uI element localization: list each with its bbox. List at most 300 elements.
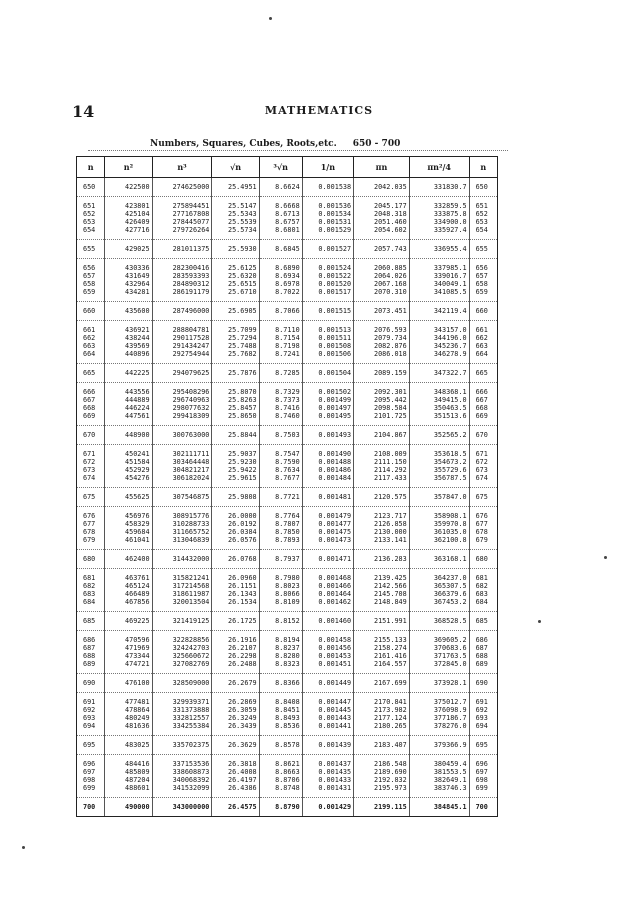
table-cell: 447561: [105, 412, 152, 426]
col-header: πn: [354, 157, 410, 178]
table-cell: 2195.973: [354, 784, 410, 798]
table-cell: 665: [77, 364, 105, 383]
table-cell: 689: [77, 660, 105, 674]
table-cell: 686: [77, 631, 105, 645]
table-row: [77, 412, 498, 426]
table-cell: 699: [77, 784, 105, 798]
table-cell: 8.8323: [259, 660, 302, 674]
table-row: [77, 445, 498, 459]
table-cell: 384845.1: [409, 798, 469, 817]
table-cell: 0.001522: [302, 272, 353, 280]
table-cell: 365307.5: [409, 582, 469, 590]
table-cell: 0.001458: [302, 631, 353, 645]
table-cell: 683: [77, 590, 105, 598]
table-cell: 338608873: [152, 768, 212, 776]
table-cell: 664: [77, 350, 105, 364]
table-cell: 8.7677: [259, 474, 302, 488]
caption-rule: [88, 150, 508, 151]
table-cell: 292754944: [152, 350, 212, 364]
table-cell: 667: [469, 396, 497, 404]
table-cell: 429025: [105, 240, 152, 259]
table-cell: 656: [469, 259, 497, 273]
table-cell: 679: [469, 536, 497, 550]
table-cell: 425104: [105, 210, 152, 218]
table-cell: 25.5147: [212, 197, 259, 211]
table-cell: 666: [469, 383, 497, 397]
table-cell: 382649.1: [409, 776, 469, 784]
table-cell: 0.001435: [302, 768, 353, 776]
table-cell: 688: [469, 652, 497, 660]
table-cell: 328509000: [152, 674, 212, 693]
table-cell: 8.8023: [259, 582, 302, 590]
table-cell: 8.7721: [259, 488, 302, 507]
scan-speck: [269, 17, 272, 20]
table-cell: 0.001456: [302, 644, 353, 652]
table-row: [77, 383, 498, 397]
table-cell: 659: [469, 288, 497, 302]
table-cell: 343000000: [152, 798, 212, 817]
table-cell: 8.8280: [259, 652, 302, 660]
table-cell: 444889: [105, 396, 152, 404]
header-row: [77, 157, 498, 178]
table-cell: 2067.168: [354, 280, 410, 288]
table-row: [77, 550, 498, 569]
table-cell: 321419125: [152, 612, 212, 631]
table-cell: 26.1725: [212, 612, 259, 631]
table-cell: 26.0192: [212, 520, 259, 528]
table-cell: 25.8263: [212, 396, 259, 404]
table-cell: 2123.717: [354, 507, 410, 521]
table-cell: 8.7241: [259, 350, 302, 364]
table-cell: 674: [77, 474, 105, 488]
table-cell: 0.001468: [302, 569, 353, 583]
table-cell: 478864: [105, 706, 152, 714]
table-row: [77, 644, 498, 652]
table-cell: 339016.7: [409, 272, 469, 280]
table-row: [77, 396, 498, 404]
table-cell: 347322.7: [409, 364, 469, 383]
table-cell: 25.8844: [212, 426, 259, 445]
table-cell: 0.001462: [302, 598, 353, 612]
table-row: [77, 528, 498, 536]
table-cell: 334255384: [152, 722, 212, 736]
table-cell: 2142.566: [354, 582, 410, 590]
table-cell: 461041: [105, 536, 152, 550]
table-cell: 467856: [105, 598, 152, 612]
table-cell: 2183.407: [354, 736, 410, 755]
table-cell: 454276: [105, 474, 152, 488]
table-cell: 652: [77, 210, 105, 218]
table-cell: 2189.690: [354, 768, 410, 776]
table-cell: 2114.292: [354, 466, 410, 474]
table-cell: 343157.0: [409, 321, 469, 335]
table-cell: 2126.858: [354, 520, 410, 528]
table-row: [77, 768, 498, 776]
table-cell: 2086.018: [354, 350, 410, 364]
table-cell: 672: [77, 458, 105, 466]
table-row: [77, 350, 498, 364]
table-cell: 439569: [105, 342, 152, 350]
table-cell: 698: [77, 776, 105, 784]
table-cell: 2048.318: [354, 210, 410, 218]
table-row: [77, 321, 498, 335]
table-cell: 0.001431: [302, 784, 353, 798]
table-row: [77, 488, 498, 507]
table-cell: 336955.4: [409, 240, 469, 259]
table-cell: 692: [77, 706, 105, 714]
table-cell: 25.7876: [212, 364, 259, 383]
table-cell: 331373888: [152, 706, 212, 714]
table-cell: 25.6320: [212, 272, 259, 280]
table-cell: 332812557: [152, 714, 212, 722]
table-cell: 0.001524: [302, 259, 353, 273]
table-cell: 654: [469, 226, 497, 240]
table-cell: 0.001477: [302, 520, 353, 528]
table-cell: 324242703: [152, 644, 212, 652]
table-cell: 8.7764: [259, 507, 302, 521]
table-cell: 2136.283: [354, 550, 410, 569]
table-cell: 664: [469, 350, 497, 364]
table-cell: 480249: [105, 714, 152, 722]
table-row: [77, 652, 498, 660]
table-cell: 294079625: [152, 364, 212, 383]
table-cell: 300763000: [152, 426, 212, 445]
table-cell: 663: [469, 342, 497, 350]
table-cell: 670: [77, 426, 105, 445]
table-cell: 363168.1: [409, 550, 469, 569]
table-cell: 485809: [105, 768, 152, 776]
table-cell: 8.7154: [259, 334, 302, 342]
table-cell: 8.8366: [259, 674, 302, 693]
table-cell: 653: [77, 218, 105, 226]
table-cell: 690: [77, 674, 105, 693]
col-header: n³: [152, 157, 212, 178]
table-cell: 683: [469, 590, 497, 598]
table-cell: 700: [77, 798, 105, 817]
table-cell: 695: [469, 736, 497, 755]
table-cell: 0.001475: [302, 528, 353, 536]
table-cell: 25.7294: [212, 334, 259, 342]
table-cell: 462400: [105, 550, 152, 569]
table-cell: 378276.0: [409, 722, 469, 736]
table-cell: 665: [469, 364, 497, 383]
table-cell: 430336: [105, 259, 152, 273]
table-cell: 8.8408: [259, 693, 302, 707]
table-cell: 281011375: [152, 240, 212, 259]
table-row: [77, 722, 498, 736]
col-header: πn²/4: [409, 157, 469, 178]
table-cell: 25.7682: [212, 350, 259, 364]
table-cell: 291434247: [152, 342, 212, 350]
table-cell: 2042.035: [354, 178, 410, 197]
scan-speck: [538, 620, 541, 623]
table-cell: 288804781: [152, 321, 212, 335]
table-cell: 8.7022: [259, 288, 302, 302]
table-cell: 679: [77, 536, 105, 550]
table-cell: 25.8650: [212, 412, 259, 426]
table-cell: 675: [77, 488, 105, 507]
table-cell: 452929: [105, 466, 152, 474]
table-cell: 332859.5: [409, 197, 469, 211]
table-cell: 25.5539: [212, 218, 259, 226]
table-cell: 473344: [105, 652, 152, 660]
table-cell: 2051.460: [354, 218, 410, 226]
table-cell: 655: [77, 240, 105, 259]
table-cell: 0.001517: [302, 288, 353, 302]
table-cell: 2108.009: [354, 445, 410, 459]
table-cell: 357847.0: [409, 488, 469, 507]
table-row: [77, 342, 498, 350]
table-cell: 2057.743: [354, 240, 410, 259]
table-row: [77, 218, 498, 226]
table-cell: 8.8451: [259, 706, 302, 714]
table-row: [77, 458, 498, 466]
table-cell: 275894451: [152, 197, 212, 211]
table-cell: 284890312: [152, 280, 212, 288]
table-cell: 295408296: [152, 383, 212, 397]
table-cell: 2199.115: [354, 798, 410, 817]
table-cell: 25.8070: [212, 383, 259, 397]
table-cell: 26.3439: [212, 722, 259, 736]
table-cell: 8.6713: [259, 210, 302, 218]
table-cell: 8.7850: [259, 528, 302, 536]
table-cell: 26.0384: [212, 528, 259, 536]
table-cell: 337985.1: [409, 259, 469, 273]
table-cell: 283593393: [152, 272, 212, 280]
table-cell: 26.2869: [212, 693, 259, 707]
table-cell: 451584: [105, 458, 152, 466]
table-cell: 366379.6: [409, 590, 469, 598]
table-cell: 483025: [105, 736, 152, 755]
col-header: n²: [105, 157, 152, 178]
table-cell: 0.001466: [302, 582, 353, 590]
table-cell: 675: [469, 488, 497, 507]
table-cell: 0.001453: [302, 652, 353, 660]
table-cell: 466489: [105, 590, 152, 598]
table-cell: 2177.124: [354, 714, 410, 722]
table-cell: 317214568: [152, 582, 212, 590]
table-cell: 684: [469, 598, 497, 612]
table-cell: 692: [469, 706, 497, 714]
table-cell: 700: [469, 798, 497, 817]
table-cell: 490000: [105, 798, 152, 817]
table-cell: 8.8066: [259, 590, 302, 598]
table-cell: 8.7503: [259, 426, 302, 445]
table-cell: 676: [469, 507, 497, 521]
table-cell: 684: [77, 598, 105, 612]
table-cell: 650: [77, 178, 105, 197]
caption-range: 650 - 700: [352, 139, 401, 149]
table-row: [77, 598, 498, 612]
table-cell: 277167808: [152, 210, 212, 218]
table-cell: 0.001433: [302, 776, 353, 784]
table-cell: 304821217: [152, 466, 212, 474]
table-cell: 8.6845: [259, 240, 302, 259]
table-cell: 682: [469, 582, 497, 590]
table-cell: 26.2107: [212, 644, 259, 652]
table-cell: 0.001449: [302, 674, 353, 693]
table-cell: 353618.5: [409, 445, 469, 459]
table-cell: 2139.425: [354, 569, 410, 583]
table-cell: 422500: [105, 178, 152, 197]
table-cell: 450241: [105, 445, 152, 459]
table-cell: 690: [469, 674, 497, 693]
table-cell: 8.7110: [259, 321, 302, 335]
table-cell: 290117528: [152, 334, 212, 342]
table-cell: 342119.4: [409, 302, 469, 321]
table-cell: 697: [469, 768, 497, 776]
table-cell: 25.5930: [212, 240, 259, 259]
table-cell: 691: [469, 693, 497, 707]
table-cell: 663: [77, 342, 105, 350]
table-cell: 657: [77, 272, 105, 280]
table-cell: 696: [77, 755, 105, 769]
table-cell: 662: [77, 334, 105, 342]
table-cell: 25.4951: [212, 178, 259, 197]
table-cell: 463761: [105, 569, 152, 583]
table-cell: 325660672: [152, 652, 212, 660]
table-cell: 688: [77, 652, 105, 660]
table-cell: 348368.1: [409, 383, 469, 397]
table-cell: 25.9422: [212, 466, 259, 474]
table-cell: 355729.6: [409, 466, 469, 474]
table-cell: 682: [77, 582, 105, 590]
table-cell: 427716: [105, 226, 152, 240]
table-cell: 2079.734: [354, 334, 410, 342]
table-cell: 435600: [105, 302, 152, 321]
table-cell: 8.7198: [259, 342, 302, 350]
table-cell: 484416: [105, 755, 152, 769]
table-cell: 334900.0: [409, 218, 469, 226]
table-cell: 25.7099: [212, 321, 259, 335]
table-cell: 0.001490: [302, 445, 353, 459]
table-cell: 651: [469, 197, 497, 211]
table-cell: 691: [77, 693, 105, 707]
table-cell: 8.8578: [259, 736, 302, 755]
table-cell: 8.6801: [259, 226, 302, 240]
table-cell: 686: [469, 631, 497, 645]
table-cell: 2130.000: [354, 528, 410, 536]
table-cell: 0.001445: [302, 706, 353, 714]
table-cell: 318611987: [152, 590, 212, 598]
table-cell: 8.6624: [259, 178, 302, 197]
table-cell: 25.6905: [212, 302, 259, 321]
table-row: [77, 693, 498, 707]
table-cell: 446224: [105, 404, 152, 412]
table-cell: 340068392: [152, 776, 212, 784]
table-cell: 2089.159: [354, 364, 410, 383]
table-cell: 431649: [105, 272, 152, 280]
table-cell: 302111711: [152, 445, 212, 459]
table-row: [77, 631, 498, 645]
table-cell: 25.9808: [212, 488, 259, 507]
table-cell: 278445077: [152, 218, 212, 226]
table-cell: 25.6710: [212, 288, 259, 302]
page-title: MATHEMATICS: [264, 104, 374, 117]
table-cell: 0.001481: [302, 488, 353, 507]
table-cell: 344196.0: [409, 334, 469, 342]
table-cell: 26.4197: [212, 776, 259, 784]
table-cell: 340049.1: [409, 280, 469, 288]
table-cell: 341085.5: [409, 288, 469, 302]
table-cell: 8.8109: [259, 598, 302, 612]
table-cell: 0.001511: [302, 334, 353, 342]
table-cell: 0.001513: [302, 321, 353, 335]
table-cell: 0.001536: [302, 197, 353, 211]
table-cell: 469225: [105, 612, 152, 631]
table-cell: 2076.593: [354, 321, 410, 335]
table-cell: 299418309: [152, 412, 212, 426]
table-cell: 310288733: [152, 520, 212, 528]
table-cell: 8.8790: [259, 798, 302, 817]
col-header: √n: [212, 157, 259, 178]
table-cell: 423801: [105, 197, 152, 211]
table-row: [77, 240, 498, 259]
table-cell: 381553.5: [409, 768, 469, 776]
scan-speck: [604, 556, 607, 559]
table-cell: 2155.133: [354, 631, 410, 645]
table-cell: 668: [469, 404, 497, 412]
table-cell: 2095.442: [354, 396, 410, 404]
table-cell: 0.001484: [302, 474, 353, 488]
table-cell: 341532099: [152, 784, 212, 798]
table-cell: 0.001443: [302, 714, 353, 722]
scan-speck: [22, 846, 25, 849]
table-cell: 660: [469, 302, 497, 321]
table-row: [77, 210, 498, 218]
table-cell: 687: [77, 644, 105, 652]
table-cell: 678: [77, 528, 105, 536]
table-cell: 0.001515: [302, 302, 353, 321]
table-cell: 370683.6: [409, 644, 469, 652]
table-cell: 337153536: [152, 755, 212, 769]
table-cell: 652: [469, 210, 497, 218]
table-row: [77, 706, 498, 714]
table-cell: 681: [469, 569, 497, 583]
table-cell: 443556: [105, 383, 152, 397]
table-cell: 356787.5: [409, 474, 469, 488]
table-cell: 0.001504: [302, 364, 353, 383]
table-caption: [150, 139, 416, 149]
table-cell: 26.1151: [212, 582, 259, 590]
table-cell: 2180.265: [354, 722, 410, 736]
table-cell: 322828856: [152, 631, 212, 645]
table-row: [77, 569, 498, 583]
table-cell: 693: [77, 714, 105, 722]
table-cell: 650: [469, 178, 497, 197]
table-cell: 308915776: [152, 507, 212, 521]
table-cell: 287496000: [152, 302, 212, 321]
table-cell: 677: [77, 520, 105, 528]
table-cell: 376098.9: [409, 706, 469, 714]
table-cell: 465124: [105, 582, 152, 590]
table-row: [77, 259, 498, 273]
table-cell: 671: [469, 445, 497, 459]
table-row: [77, 404, 498, 412]
table-cell: 0.001439: [302, 736, 353, 755]
table-cell: 476100: [105, 674, 152, 693]
table-cell: 8.8748: [259, 784, 302, 798]
table-cell: 26.2679: [212, 674, 259, 693]
table-cell: 0.001499: [302, 396, 353, 404]
table-cell: 8.8621: [259, 755, 302, 769]
table-cell: 26.4008: [212, 768, 259, 776]
table-cell: 8.8493: [259, 714, 302, 722]
table-cell: 329939371: [152, 693, 212, 707]
table-cell: 2151.991: [354, 612, 410, 631]
table-cell: 0.001493: [302, 426, 353, 445]
table-cell: 426409: [105, 218, 152, 226]
